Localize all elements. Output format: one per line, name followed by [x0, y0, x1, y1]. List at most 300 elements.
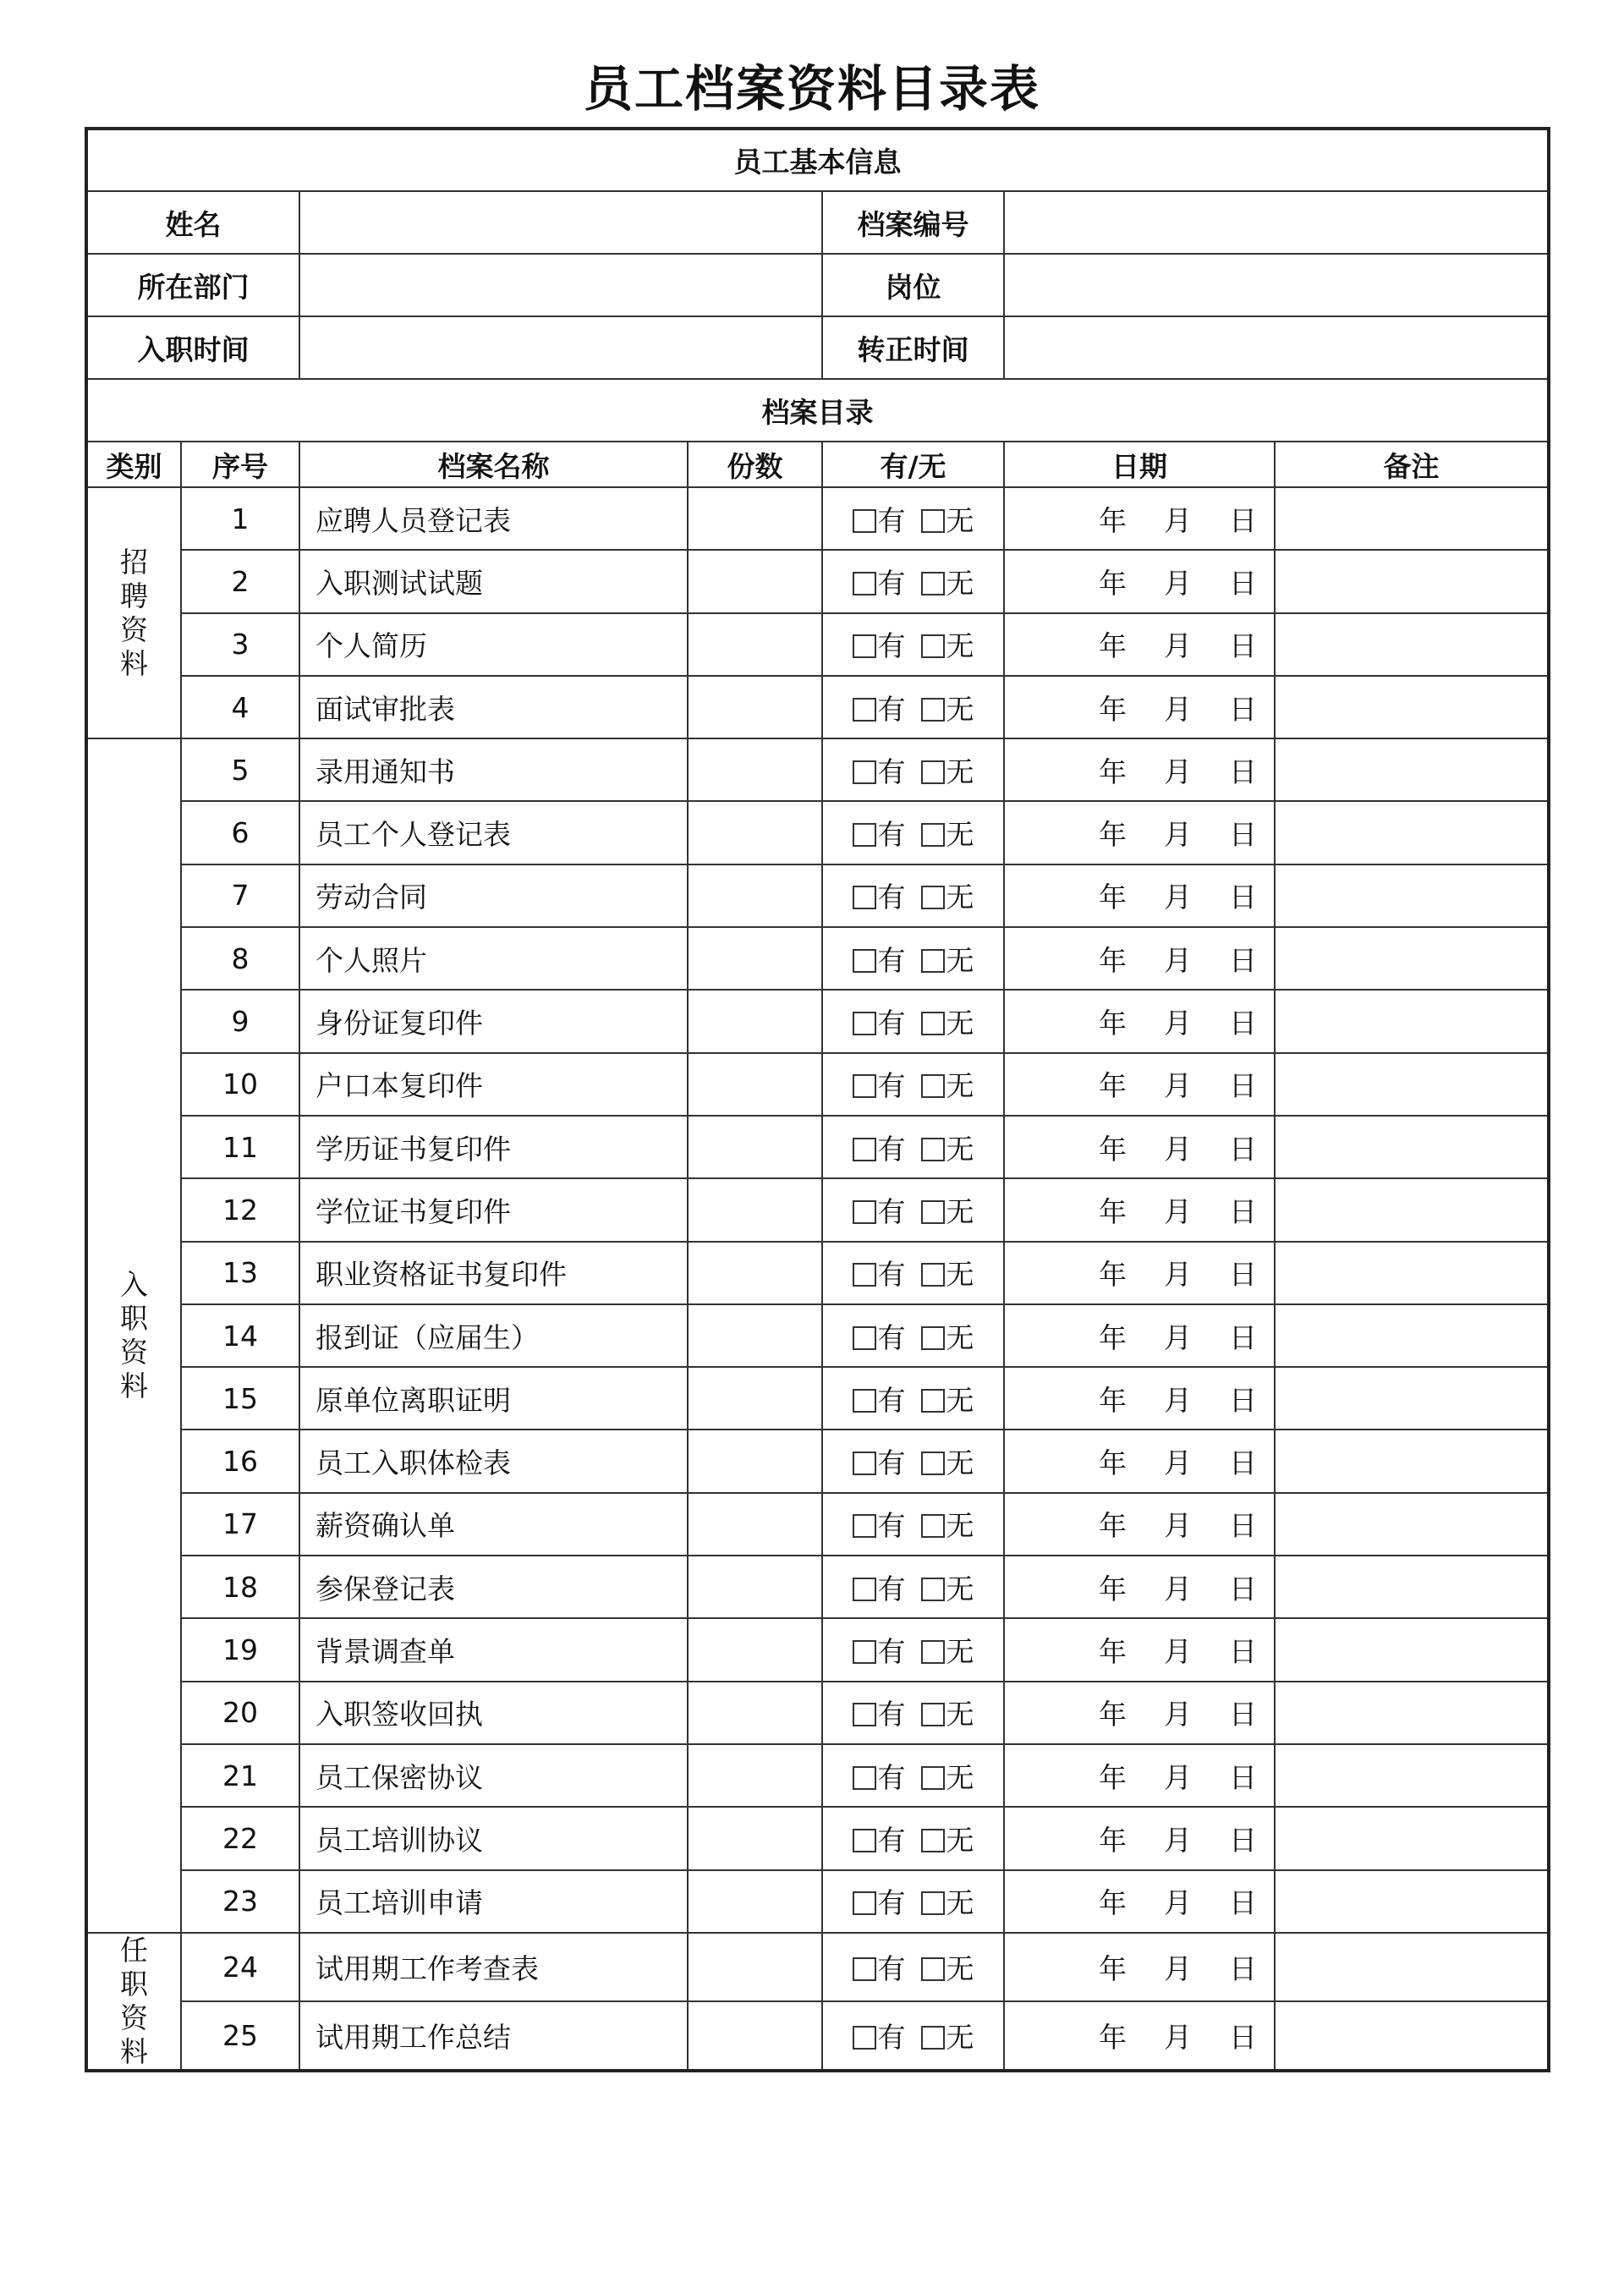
document-name: 个人简历 [299, 613, 688, 676]
remarks-field[interactable] [1275, 927, 1549, 990]
date-field[interactable] [1004, 1807, 1275, 1869]
table-row [86, 1367, 1549, 1430]
table-row [86, 1493, 1549, 1556]
row-number: 23 [181, 1870, 299, 1933]
row-number: 12 [181, 1178, 299, 1241]
column-header-no: 序号 [181, 442, 299, 487]
month-label: 月 [1164, 755, 1192, 788]
dept-field[interactable] [299, 254, 822, 316]
no-label: 无 [946, 692, 974, 726]
copies-field[interactable] [688, 801, 822, 864]
copies-field[interactable] [688, 1304, 822, 1367]
category-char: 职 [120, 1967, 148, 2000]
category-char: 职 [120, 1302, 148, 1335]
column-header-has: 有/无 [822, 442, 1004, 487]
year-label: 年 [1099, 692, 1127, 726]
no-checkbox[interactable] [921, 698, 945, 722]
table-row [86, 1556, 1549, 1618]
row-number: 16 [181, 1430, 299, 1492]
date-field[interactable] [1004, 487, 1275, 550]
row-number: 25 [181, 2001, 299, 2071]
yes-label: 有 [877, 1320, 906, 1354]
no-label: 无 [946, 1886, 974, 1920]
day-label: 日 [1229, 692, 1257, 726]
has-toggle [822, 2001, 1004, 2071]
no-label: 无 [946, 629, 974, 663]
year-label: 年 [1099, 1132, 1127, 1166]
table-row [86, 990, 1549, 1052]
yes-checkbox[interactable] [853, 1766, 876, 1790]
category-cell [86, 738, 181, 1933]
date-field[interactable] [1004, 1053, 1275, 1116]
year-label: 年 [1099, 1572, 1127, 1605]
table-row [86, 864, 1549, 927]
no-checkbox[interactable] [921, 1138, 945, 1161]
remarks-field[interactable] [1275, 1807, 1549, 1869]
document-name: 试用期工作总结 [299, 2001, 688, 2071]
remarks-field[interactable] [1275, 1744, 1549, 1807]
document-name: 试用期工作考查表 [299, 1933, 688, 2002]
category-char: 入 [120, 1268, 148, 1301]
no-label: 无 [946, 1572, 974, 1605]
row-number: 8 [181, 927, 299, 990]
no-checkbox[interactable] [921, 634, 945, 658]
regular-date-label: 转正时间 [822, 316, 1004, 379]
remarks-field[interactable] [1275, 1304, 1549, 1367]
has-toggle [822, 927, 1004, 990]
remarks-field[interactable] [1275, 1556, 1549, 1618]
copies-field[interactable] [688, 2001, 822, 2071]
date-field[interactable] [1004, 1116, 1275, 1178]
day-label: 日 [1229, 566, 1257, 600]
month-label: 月 [1164, 1194, 1192, 1228]
table-row [86, 613, 1549, 676]
yes-checkbox[interactable] [853, 760, 876, 784]
remarks-field[interactable] [1275, 2001, 1549, 2071]
year-label: 年 [1099, 1823, 1127, 1857]
copies-field[interactable] [688, 738, 822, 801]
remarks-field[interactable] [1275, 1053, 1549, 1116]
yes-label: 有 [877, 1823, 906, 1857]
row-number: 20 [181, 1682, 299, 1744]
yes-checkbox[interactable] [853, 1703, 876, 1726]
remarks-field[interactable] [1275, 1116, 1549, 1178]
row-number: 17 [181, 1493, 299, 1556]
row-number: 15 [181, 1367, 299, 1430]
date-field[interactable] [1004, 738, 1275, 801]
table-row [86, 1116, 1549, 1178]
document-name: 员工个人登记表 [299, 801, 688, 864]
row-number: 10 [181, 1053, 299, 1116]
date-field[interactable] [1004, 676, 1275, 738]
no-label: 无 [946, 881, 974, 914]
year-label: 年 [1099, 566, 1127, 600]
day-label: 日 [1229, 1383, 1257, 1417]
copies-field[interactable] [688, 676, 822, 738]
no-label: 无 [946, 1509, 974, 1543]
category-char: 料 [120, 1369, 148, 1402]
no-checkbox[interactable] [921, 823, 945, 847]
remarks-field[interactable] [1275, 1430, 1549, 1492]
no-checkbox[interactable] [921, 1640, 945, 1664]
category-char: 资 [120, 612, 148, 646]
basic-info-section-title: 员工基本信息 [86, 129, 1549, 191]
year-label: 年 [1099, 755, 1127, 788]
no-label: 无 [946, 818, 974, 852]
no-label: 无 [946, 1194, 974, 1228]
date-field[interactable] [1004, 1430, 1275, 1492]
remarks-field[interactable] [1275, 801, 1549, 864]
remarks-field[interactable] [1275, 990, 1549, 1052]
row-number: 9 [181, 990, 299, 1052]
year-label: 年 [1099, 1952, 1127, 1986]
has-toggle [822, 1116, 1004, 1178]
table-row [86, 801, 1549, 864]
year-label: 年 [1099, 818, 1127, 852]
regular-date-field[interactable] [1004, 316, 1549, 379]
no-label: 无 [946, 2021, 974, 2055]
row-number: 24 [181, 1933, 299, 2002]
copies-field[interactable] [688, 1116, 822, 1178]
no-checkbox[interactable] [921, 1703, 945, 1726]
no-checkbox[interactable] [921, 886, 945, 909]
has-toggle [822, 1618, 1004, 1681]
no-checkbox[interactable] [921, 1263, 945, 1287]
has-toggle [822, 990, 1004, 1052]
month-label: 月 [1164, 1007, 1192, 1040]
year-label: 年 [1099, 1258, 1127, 1292]
month-label: 月 [1164, 566, 1192, 600]
no-label: 无 [946, 1258, 974, 1292]
copies-field[interactable] [688, 487, 822, 550]
no-checkbox[interactable] [921, 1074, 945, 1098]
year-label: 年 [1099, 1069, 1127, 1103]
category-char: 料 [120, 2034, 148, 2068]
yes-checkbox[interactable] [853, 949, 876, 973]
no-checkbox[interactable] [921, 1326, 945, 1350]
row-number: 5 [181, 738, 299, 801]
year-label: 年 [1099, 943, 1127, 977]
date-field[interactable] [1004, 1493, 1275, 1556]
row-number: 11 [181, 1116, 299, 1178]
no-checkbox[interactable] [921, 1012, 945, 1035]
table-row [86, 1744, 1549, 1807]
no-label: 无 [946, 1634, 974, 1668]
remarks-field[interactable] [1275, 487, 1549, 550]
yes-checkbox[interactable] [853, 1012, 876, 1035]
date-field[interactable] [1004, 801, 1275, 864]
has-toggle [822, 864, 1004, 927]
no-label: 无 [946, 1383, 974, 1417]
date-field[interactable] [1004, 2001, 1275, 2071]
no-checkbox[interactable] [921, 1766, 945, 1790]
month-label: 月 [1164, 1258, 1192, 1292]
yes-label: 有 [877, 1132, 906, 1166]
copies-field[interactable] [688, 1933, 822, 2002]
day-label: 日 [1229, 818, 1257, 852]
post-label: 岗位 [822, 254, 1004, 316]
day-label: 日 [1229, 881, 1257, 914]
yes-label: 有 [877, 1007, 906, 1040]
remarks-field[interactable] [1275, 1367, 1549, 1430]
column-header-remarks: 备注 [1275, 442, 1549, 487]
document-name: 应聘人员登记表 [299, 487, 688, 550]
yes-checkbox[interactable] [853, 1829, 876, 1852]
day-label: 日 [1229, 1634, 1257, 1668]
yes-checkbox[interactable] [853, 1452, 876, 1475]
yes-label: 有 [877, 692, 906, 726]
month-label: 月 [1164, 943, 1192, 977]
day-label: 日 [1229, 1823, 1257, 1857]
yes-label: 有 [877, 1760, 906, 1794]
no-checkbox[interactable] [921, 1452, 945, 1475]
day-label: 日 [1229, 1007, 1257, 1040]
copies-field[interactable] [688, 990, 822, 1052]
copies-field[interactable] [688, 550, 822, 612]
yes-checkbox[interactable] [853, 1326, 876, 1350]
yes-checkbox[interactable] [853, 509, 876, 533]
remarks-field[interactable] [1275, 676, 1549, 738]
remarks-field[interactable] [1275, 1493, 1549, 1556]
day-label: 日 [1229, 943, 1257, 977]
yes-label: 有 [877, 1952, 906, 1986]
remarks-field[interactable] [1275, 1618, 1549, 1681]
yes-checkbox[interactable] [853, 1957, 876, 1981]
date-field[interactable] [1004, 1870, 1275, 1933]
has-toggle [822, 550, 1004, 612]
year-label: 年 [1099, 1509, 1127, 1543]
yes-checkbox[interactable] [853, 1138, 876, 1161]
copies-field[interactable] [688, 927, 822, 990]
copies-field[interactable] [688, 864, 822, 927]
yes-checkbox[interactable] [853, 1578, 876, 1601]
yes-label: 有 [877, 1634, 906, 1668]
has-toggle [822, 738, 1004, 801]
yes-label: 有 [877, 755, 906, 788]
yes-checkbox[interactable] [853, 1514, 876, 1538]
remarks-field[interactable] [1275, 613, 1549, 676]
basic-info-row [86, 254, 1549, 316]
yes-label: 有 [877, 943, 906, 977]
yes-checkbox[interactable] [853, 823, 876, 847]
yes-label: 有 [877, 1069, 906, 1103]
has-toggle [822, 1807, 1004, 1869]
year-label: 年 [1099, 629, 1127, 663]
has-toggle [822, 1430, 1004, 1492]
no-checkbox[interactable] [921, 1200, 945, 1224]
no-label: 无 [946, 566, 974, 600]
has-toggle [822, 1367, 1004, 1430]
row-number: 18 [181, 1556, 299, 1618]
remarks-field[interactable] [1275, 1933, 1549, 2002]
copies-field[interactable] [688, 1493, 822, 1556]
row-number: 13 [181, 1242, 299, 1304]
yes-checkbox[interactable] [853, 2026, 876, 2050]
date-field[interactable] [1004, 1304, 1275, 1367]
yes-checkbox[interactable] [853, 1389, 876, 1413]
no-checkbox[interactable] [921, 1829, 945, 1852]
no-checkbox[interactable] [921, 1514, 945, 1538]
remarks-field[interactable] [1275, 864, 1549, 927]
no-checkbox[interactable] [921, 572, 945, 595]
date-field[interactable] [1004, 864, 1275, 927]
archive-catalog-table [85, 127, 1550, 2072]
no-label: 无 [946, 503, 974, 537]
year-label: 年 [1099, 2021, 1127, 2055]
category-char: 资 [120, 1336, 148, 1369]
month-label: 月 [1164, 692, 1192, 726]
yes-checkbox[interactable] [853, 886, 876, 909]
document-name: 参保登记表 [299, 1556, 688, 1618]
month-label: 月 [1164, 1320, 1192, 1354]
document-name: 户口本复印件 [299, 1053, 688, 1116]
row-number: 22 [181, 1807, 299, 1869]
day-label: 日 [1229, 1886, 1257, 1920]
month-label: 月 [1164, 1698, 1192, 1731]
copies-field[interactable] [688, 1053, 822, 1116]
no-label: 无 [946, 1132, 974, 1166]
year-label: 年 [1099, 1007, 1127, 1040]
year-label: 年 [1099, 881, 1127, 914]
copies-field[interactable] [688, 1870, 822, 1933]
table-row [86, 1807, 1549, 1869]
date-field[interactable] [1004, 1744, 1275, 1807]
date-field[interactable] [1004, 927, 1275, 990]
month-label: 月 [1164, 2021, 1192, 2055]
yes-checkbox[interactable] [853, 1640, 876, 1664]
date-field[interactable] [1004, 1933, 1275, 2002]
row-number: 4 [181, 676, 299, 738]
copies-field[interactable] [688, 1556, 822, 1618]
yes-label: 有 [877, 818, 906, 852]
date-field[interactable] [1004, 990, 1275, 1052]
year-label: 年 [1099, 1446, 1127, 1480]
has-toggle [822, 1053, 1004, 1116]
table-row [86, 927, 1549, 990]
yes-label: 有 [877, 1258, 906, 1292]
yes-checkbox[interactable] [853, 572, 876, 595]
category-char: 资 [120, 2000, 148, 2034]
document-name: 报到证（应届生） [299, 1304, 688, 1367]
no-checkbox[interactable] [921, 1578, 945, 1601]
has-toggle [822, 1933, 1004, 2002]
day-label: 日 [1229, 629, 1257, 663]
remarks-field[interactable] [1275, 738, 1549, 801]
post-field[interactable] [1004, 254, 1549, 316]
document-name: 薪资确认单 [299, 1493, 688, 1556]
yes-label: 有 [877, 1698, 906, 1731]
yes-checkbox[interactable] [853, 634, 876, 658]
table-row [86, 487, 1549, 550]
copies-field[interactable] [688, 1744, 822, 1807]
name-label: 姓名 [86, 191, 299, 254]
month-label: 月 [1164, 1952, 1192, 1986]
date-field[interactable] [1004, 1367, 1275, 1430]
entry-date-field[interactable] [299, 316, 822, 379]
date-field[interactable] [1004, 1556, 1275, 1618]
date-field[interactable] [1004, 1242, 1275, 1304]
remarks-field[interactable] [1275, 1870, 1549, 1933]
no-checkbox[interactable] [921, 2026, 945, 2050]
day-label: 日 [1229, 1069, 1257, 1103]
date-field[interactable] [1004, 550, 1275, 612]
date-field[interactable] [1004, 1682, 1275, 1744]
no-label: 无 [946, 1446, 974, 1480]
date-field[interactable] [1004, 1618, 1275, 1681]
no-checkbox[interactable] [921, 509, 945, 533]
month-label: 月 [1164, 1760, 1192, 1794]
has-toggle [822, 613, 1004, 676]
copies-field[interactable] [688, 1807, 822, 1869]
yes-checkbox[interactable] [853, 1200, 876, 1224]
day-label: 日 [1229, 2021, 1257, 2055]
page-title: 员工档案资料目录表 [583, 60, 1040, 118]
copies-field[interactable] [688, 613, 822, 676]
yes-checkbox[interactable] [853, 1891, 876, 1915]
copies-field[interactable] [688, 1367, 822, 1430]
yes-checkbox[interactable] [853, 1263, 876, 1287]
year-label: 年 [1099, 503, 1127, 537]
table-row [86, 2001, 1549, 2071]
copies-field[interactable] [688, 1430, 822, 1492]
table-row [86, 1682, 1549, 1744]
no-checkbox[interactable] [921, 949, 945, 973]
document-name: 员工入职体检表 [299, 1430, 688, 1492]
year-label: 年 [1099, 1383, 1127, 1417]
copies-field[interactable] [688, 1618, 822, 1681]
year-label: 年 [1099, 1760, 1127, 1794]
category-cell [86, 1933, 181, 2071]
document-name: 职业资格证书复印件 [299, 1242, 688, 1304]
no-label: 无 [946, 1952, 974, 1986]
no-checkbox[interactable] [921, 760, 945, 784]
row-number: 7 [181, 864, 299, 927]
yes-label: 有 [877, 503, 906, 537]
file-no-field[interactable] [1004, 191, 1549, 254]
remarks-field[interactable] [1275, 1178, 1549, 1241]
basic-info-header-row [86, 129, 1549, 191]
no-checkbox[interactable] [921, 1891, 945, 1915]
remarks-field[interactable] [1275, 550, 1549, 612]
no-checkbox[interactable] [921, 1957, 945, 1981]
yes-checkbox[interactable] [853, 1074, 876, 1098]
has-toggle [822, 1870, 1004, 1933]
copies-field[interactable] [688, 1682, 822, 1744]
date-field[interactable] [1004, 613, 1275, 676]
name-field[interactable] [299, 191, 822, 254]
year-label: 年 [1099, 1634, 1127, 1668]
has-toggle [822, 1178, 1004, 1241]
document-name: 学历证书复印件 [299, 1116, 688, 1178]
basic-info-row [86, 191, 1549, 254]
no-checkbox[interactable] [921, 1389, 945, 1413]
yes-label: 有 [877, 881, 906, 914]
copies-field[interactable] [688, 1178, 822, 1241]
date-field[interactable] [1004, 1178, 1275, 1241]
no-label: 无 [946, 1069, 974, 1103]
copies-field[interactable] [688, 1242, 822, 1304]
document-name: 劳动合同 [299, 864, 688, 927]
row-number: 21 [181, 1744, 299, 1807]
file-no-label: 档案编号 [822, 191, 1004, 254]
remarks-field[interactable] [1275, 1682, 1549, 1744]
remarks-field[interactable] [1275, 1242, 1549, 1304]
row-number: 1 [181, 487, 299, 550]
document-name: 录用通知书 [299, 738, 688, 801]
has-toggle [822, 1493, 1004, 1556]
table-row [86, 550, 1549, 612]
yes-checkbox[interactable] [853, 698, 876, 722]
